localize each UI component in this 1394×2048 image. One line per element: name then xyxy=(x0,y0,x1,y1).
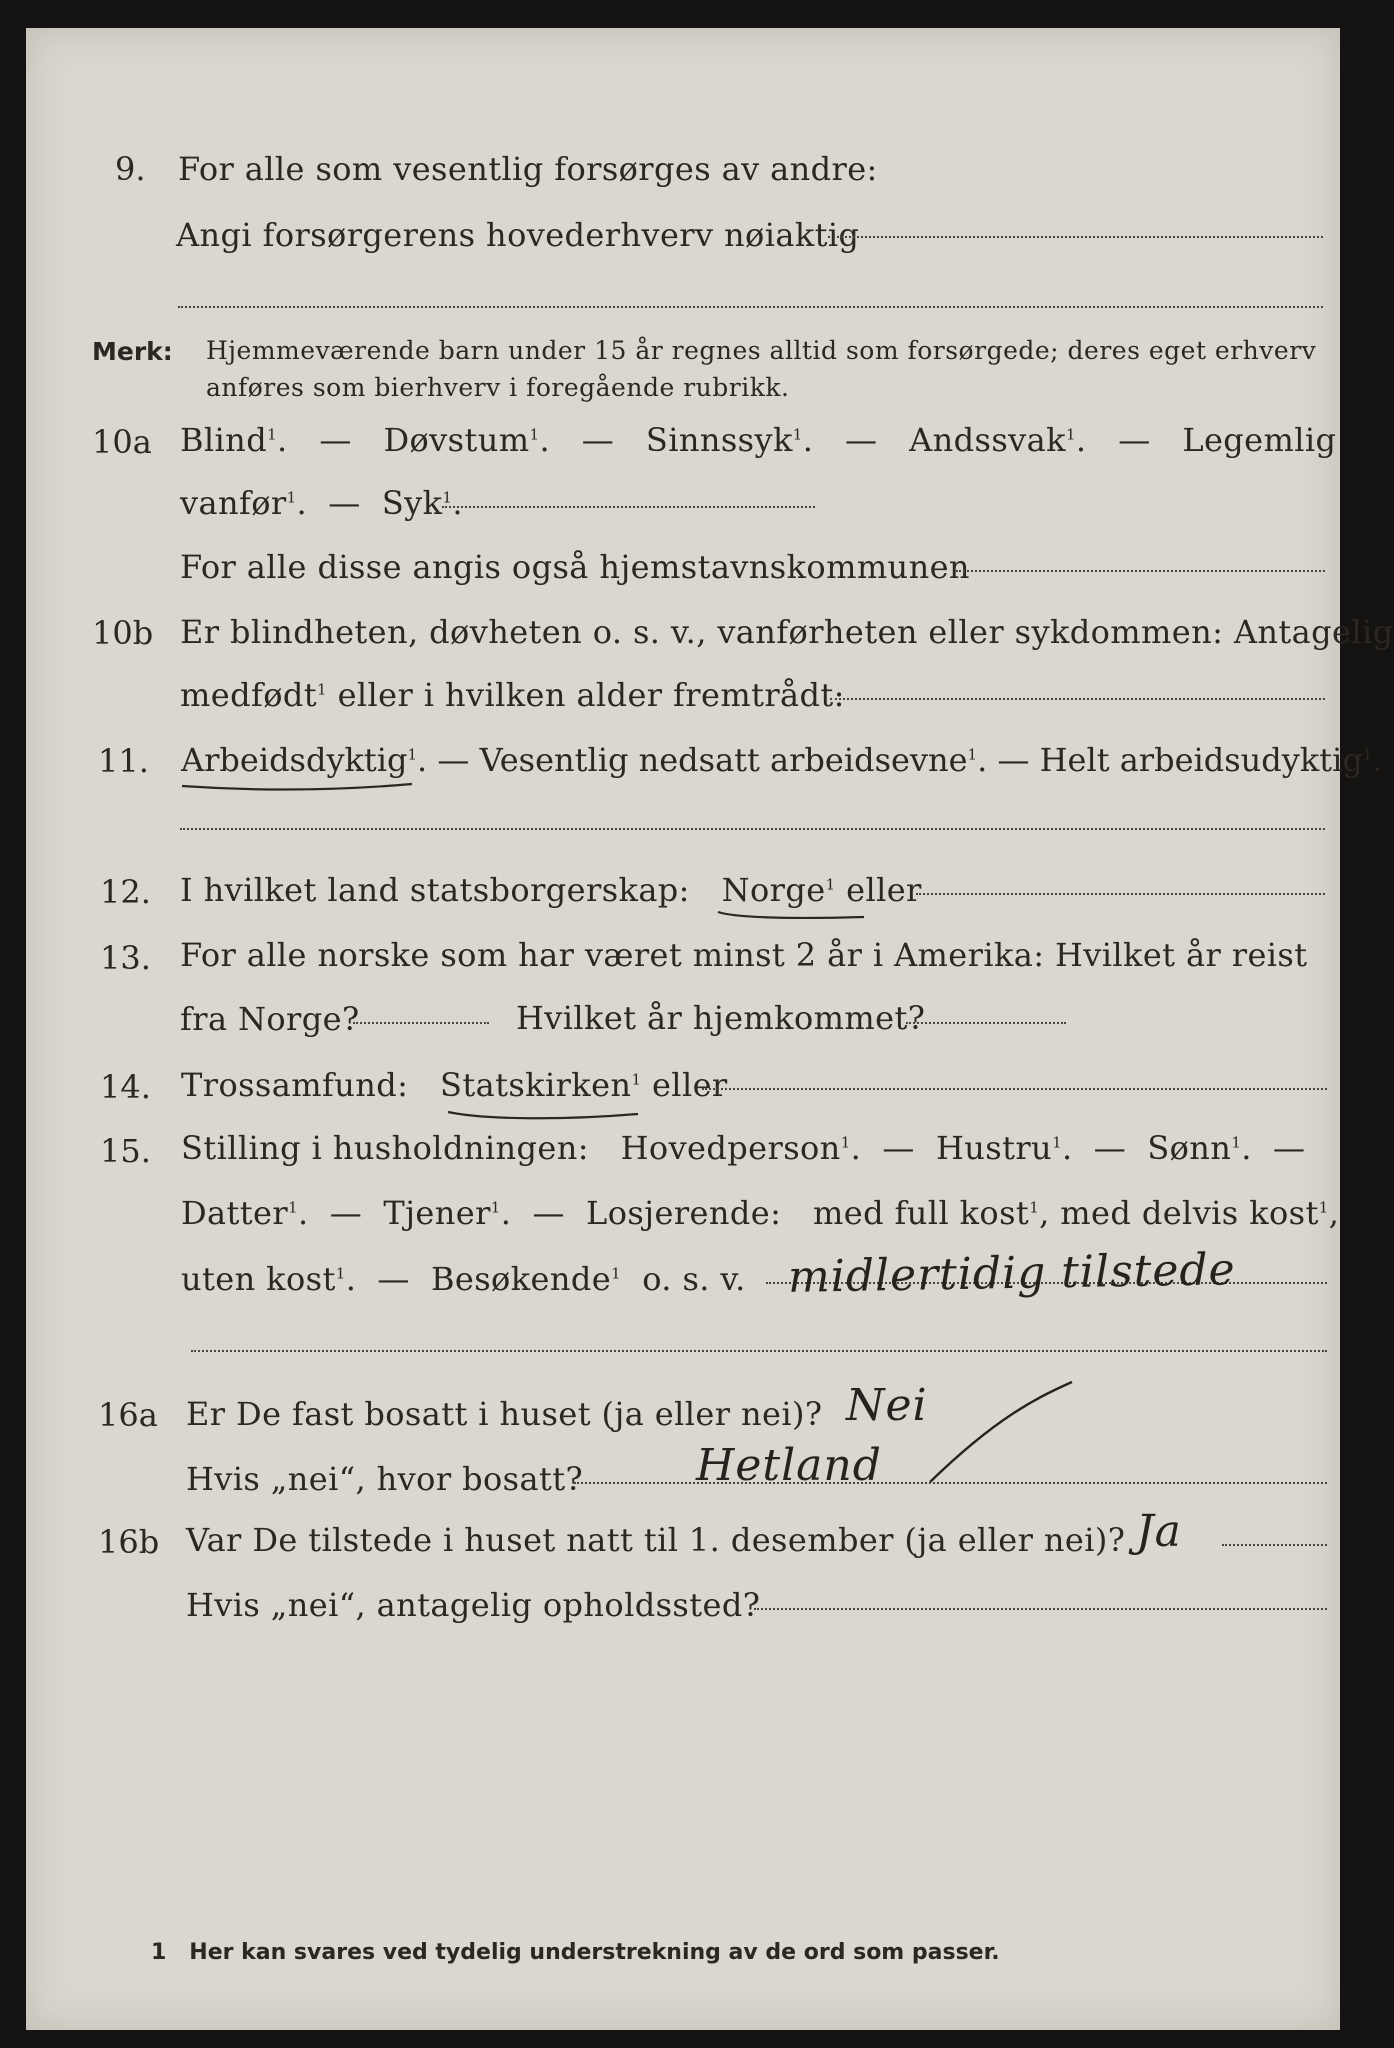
footnote-ref: 1 xyxy=(1065,425,1076,444)
punct: . xyxy=(345,1260,357,1298)
footnote-ref: 1 xyxy=(490,1198,501,1217)
option-hustru[interactable]: Hustru xyxy=(935,1129,1053,1167)
punct: . xyxy=(277,421,288,459)
q10b-line-2 xyxy=(180,676,845,714)
q14-eller: eller xyxy=(651,1066,728,1104)
option-sinnssyk[interactable]: Sinnssyk xyxy=(645,421,793,459)
punct: . xyxy=(802,421,814,459)
dash: — xyxy=(882,1129,915,1167)
footnote-text: Her kan svares ved tydelig understrekning av de ord som passer. xyxy=(189,1940,1000,1965)
norge-underline-mark xyxy=(716,908,868,922)
q10b-number: 10b xyxy=(92,614,154,652)
census-form-page xyxy=(26,28,1394,2030)
q16a-bosatt-line[interactable] xyxy=(574,1482,1327,1484)
punct: . xyxy=(1241,1129,1252,1167)
q15-line-3 xyxy=(181,1260,746,1298)
q9-number: 9. xyxy=(115,150,146,188)
q15-line-2: Datter$^1$. — Tjener$^1$. — Losjerende: med full kost$^1$, med delvis kost$^1$, xyxy=(181,1194,1340,1232)
q10a-line-3: For alle disse angis også hjemstavnskommunen xyxy=(180,548,970,586)
q10a-number: 10a xyxy=(92,423,152,461)
merk-text-2: anføres som bierhverv i foregående rubrikk. xyxy=(206,373,790,402)
q16a-handwritten-answer: Nei xyxy=(846,1380,928,1431)
q16b-opholdssted-line[interactable] xyxy=(754,1608,1327,1610)
dash: — xyxy=(437,741,470,779)
punct: . xyxy=(1075,421,1087,459)
punct: . xyxy=(296,484,308,522)
option-full-kost[interactable]: med full kost xyxy=(813,1194,1030,1232)
footnote-ref: 1 xyxy=(442,488,453,507)
q9-instruction: Angi forsørgerens hovederhverv nøiaktig xyxy=(176,216,860,254)
q15-losjerende: Losjerende: xyxy=(586,1194,782,1232)
footnote-ref: 1 xyxy=(529,425,540,444)
q10b-rest: eller i hvilken alder fremtrådt: xyxy=(337,676,845,714)
q15-handwritten-answer: midlertidig tilstede xyxy=(787,1244,1237,1303)
q9-answer-line-2[interactable] xyxy=(178,306,1323,308)
q9-answer-line[interactable] xyxy=(828,236,1323,238)
option-uten-kost[interactable]: uten kost xyxy=(181,1260,336,1298)
q15-osv: o. s. v. xyxy=(642,1260,746,1298)
option-andssvak[interactable]: Andssvak xyxy=(909,421,1066,459)
statskirken-underline-mark xyxy=(446,1106,642,1122)
dash: — xyxy=(1118,421,1151,459)
q11-answer-line[interactable] xyxy=(180,828,1325,830)
arbeidsdyktig-underline-mark xyxy=(180,778,416,794)
option-datter[interactable]: Datter xyxy=(181,1194,289,1232)
q10a-line-2 xyxy=(180,484,463,522)
dash: — xyxy=(1093,1129,1127,1167)
footnote-ref: 1 xyxy=(631,1070,642,1089)
footnote-ref: 1 xyxy=(967,745,978,764)
q12-answer-line[interactable] xyxy=(916,893,1325,895)
punct: . xyxy=(452,484,463,522)
q16b-handwritten-answer: Ja xyxy=(1136,1506,1182,1557)
merk-label: Merk: xyxy=(92,337,173,366)
option-arbeidsdyktig[interactable]: Arbeidsdyktig xyxy=(181,741,408,779)
option-dovstum[interactable]: Døvstum xyxy=(383,421,530,459)
dash: — xyxy=(581,421,615,459)
q16b-answer-line[interactable] xyxy=(1222,1544,1327,1546)
q13-hjemkommet: Hvilket år hjemkommet? xyxy=(516,999,926,1037)
dash: — xyxy=(997,741,1030,779)
footnote xyxy=(151,1940,1000,1965)
footnote-ref: 1 xyxy=(792,425,803,444)
dash: — xyxy=(845,421,878,459)
option-syk[interactable]: Syk xyxy=(381,484,443,522)
q16b-number: 16b xyxy=(98,1523,160,1561)
punct: . xyxy=(1062,1129,1073,1167)
footnote-ref: 1 xyxy=(1318,1198,1329,1217)
option-helt-arbeidsudyktig[interactable]: Helt arbeidsudyktig xyxy=(1039,741,1363,779)
q10a-answer-line[interactable] xyxy=(442,506,815,508)
dash: — xyxy=(532,1194,565,1232)
footnote-ref: 1 xyxy=(1052,1133,1063,1152)
option-sonn[interactable]: Sønn xyxy=(1147,1129,1232,1167)
q12-eller: eller xyxy=(846,871,922,909)
q13-line-1: For alle norske som har været minst 2 år i Amerika: Hvilket år reist xyxy=(180,936,1308,974)
q16a-number: 16a xyxy=(98,1396,158,1434)
q16a-handwritten-place: Hetland xyxy=(696,1440,882,1491)
q9-question: For alle som vesentlig forsørges av andre: xyxy=(178,150,878,188)
footnote-ref: 1 xyxy=(825,875,836,894)
punct: . xyxy=(977,741,988,779)
option-legemlig[interactable]: Legemlig xyxy=(1182,421,1337,459)
q13-number: 13. xyxy=(100,939,151,977)
q11-options xyxy=(181,741,1383,779)
footnote-ref: 1 xyxy=(1362,745,1373,764)
q15-line-1 xyxy=(181,1129,1305,1167)
dash: — xyxy=(319,421,352,459)
footnote-ref: 1 xyxy=(611,1264,622,1283)
footnote-ref: 1 xyxy=(335,1264,346,1283)
option-vesentlig-nedsatt[interactable]: Vesentlig nedsatt arbeidsevne xyxy=(479,741,968,779)
punct: . xyxy=(539,421,551,459)
q16b-line-1: Var De tilstede i huset natt til 1. desember (ja eller nei)? xyxy=(186,1521,1126,1559)
option-statskirken[interactable]: Statskirken xyxy=(440,1066,632,1104)
q14-number: 14. xyxy=(100,1068,151,1106)
dash: — xyxy=(377,1260,410,1298)
q14-answer-line[interactable] xyxy=(702,1088,1327,1090)
dash: — xyxy=(1273,1129,1306,1167)
q12-number: 12. xyxy=(100,873,151,911)
q16a-line-1: Er De fast bosatt i huset (ja eller nei)? xyxy=(186,1395,823,1433)
q15-answer-line-2[interactable] xyxy=(191,1350,1327,1352)
footnote-mark: 1 xyxy=(151,1940,167,1965)
q10b-line-1: Er blindheten, døvheten o. s. v., vanførheten eller sykdommen: Antagelig xyxy=(180,613,1394,651)
q13-fra-norge: fra Norge? xyxy=(180,1000,360,1038)
option-tjener[interactable]: Tjener xyxy=(383,1194,491,1232)
footnote-ref: 1 xyxy=(840,1133,851,1152)
footnote-ref: 1 xyxy=(1231,1133,1242,1152)
q16a-line-2: Hvis „nei“, hvor bosatt? xyxy=(186,1460,584,1498)
option-besokende[interactable]: Besøkende xyxy=(430,1260,612,1298)
q13-year-return-line[interactable] xyxy=(906,1022,1066,1024)
q10a-line-1 xyxy=(180,421,1336,459)
option-vanfor[interactable]: vanfør xyxy=(180,484,287,522)
q16b-line-2: Hvis „nei“, antagelig opholdssted? xyxy=(186,1586,761,1624)
footnote-ref: 1 xyxy=(407,745,418,764)
q12-line xyxy=(180,871,922,909)
footnote-ref: 1 xyxy=(1029,1198,1040,1217)
dash: — xyxy=(328,484,361,522)
option-blind[interactable]: Blind xyxy=(180,421,268,459)
merk-text-1: Hjemmeværende barn under 15 år regnes alltid som forsørgede; deres eget erhverv xyxy=(206,336,1317,365)
q13-year-left-line[interactable] xyxy=(353,1022,489,1024)
q11-number: 11. xyxy=(98,742,149,780)
q15-label: Stilling i husholdningen: xyxy=(181,1129,589,1167)
punct: . xyxy=(1372,741,1383,779)
dash: — xyxy=(329,1194,363,1232)
punct: . xyxy=(500,1194,512,1232)
q15-number: 15. xyxy=(100,1132,151,1170)
footnote-ref: 1 xyxy=(267,425,278,444)
option-norge[interactable]: Norge xyxy=(721,871,826,909)
q10a-kommune-line[interactable] xyxy=(956,570,1325,572)
option-medfodt[interactable]: medfødt xyxy=(180,676,318,714)
q14-line xyxy=(181,1066,728,1104)
punct: . xyxy=(850,1129,862,1167)
q12-label: I hvilket land statsborgerskap: xyxy=(180,871,690,909)
punct: . xyxy=(298,1194,309,1232)
option-delvis-kost[interactable]: med delvis kost xyxy=(1060,1194,1319,1232)
q14-label: Trossamfund: xyxy=(181,1066,409,1104)
footnote-ref: 1 xyxy=(317,680,327,699)
footnote-ref: 1 xyxy=(286,488,297,507)
option-hovedperson[interactable]: Hovedperson xyxy=(620,1129,841,1167)
handwritten-stroke-mark xyxy=(926,1378,1076,1488)
punct: . xyxy=(417,741,428,779)
q10b-answer-line[interactable] xyxy=(830,698,1325,700)
footnote-ref: 1 xyxy=(288,1198,299,1217)
